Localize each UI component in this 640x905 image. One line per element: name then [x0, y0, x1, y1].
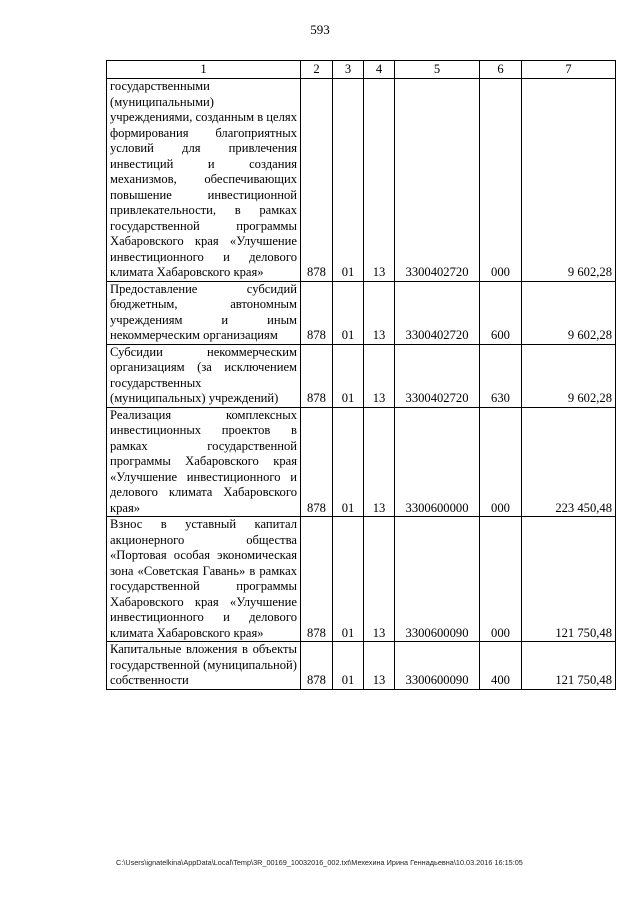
row-name: Субсидии некоммерческим организациям (за исключением государственных (муниципальных) учреждений): [107, 344, 301, 407]
row-subsection: 13: [364, 344, 395, 407]
row-target-article: 3300402720: [395, 79, 480, 282]
budget-table: [106, 60, 616, 690]
table-row: [107, 281, 616, 344]
col-header-3: 3: [333, 61, 364, 79]
table-row: [107, 407, 616, 517]
col-header-6: 6: [480, 61, 522, 79]
row-target-article: 3300402720: [395, 344, 480, 407]
table-row: [107, 344, 616, 407]
row-target-article: 3300600090: [395, 642, 480, 690]
col-header-7: 7: [522, 61, 616, 79]
row-section: 01: [333, 517, 364, 642]
row-amount: 9 602,28: [522, 281, 616, 344]
col-header-1: 1: [107, 61, 301, 79]
row-expense-type: 000: [480, 517, 522, 642]
row-expense-type: 600: [480, 281, 522, 344]
row-name: Взнос в уставный капитал акционерного общества «Портовая особая экономическая зона «Советская Гавань» в рамках государственной программы Хабаровского края «Улучшение инвестиционного и делового климата Хабаровского края»: [107, 517, 301, 642]
header-row: [107, 61, 616, 79]
row-ministry-code: 878: [301, 281, 333, 344]
row-section: 01: [333, 79, 364, 282]
row-section: 01: [333, 281, 364, 344]
row-amount: 121 750,48: [522, 642, 616, 690]
row-amount: 9 602,28: [522, 344, 616, 407]
row-amount: 223 450,48: [522, 407, 616, 517]
row-amount: 121 750,48: [522, 517, 616, 642]
row-ministry-code: 878: [301, 642, 333, 690]
table-row: [107, 642, 616, 690]
row-expense-type: 000: [480, 79, 522, 282]
row-subsection: 13: [364, 79, 395, 282]
col-header-4: 4: [364, 61, 395, 79]
page-number: 593: [310, 22, 330, 37]
row-ministry-code: 878: [301, 517, 333, 642]
row-section: 01: [333, 642, 364, 690]
table-row: [107, 79, 616, 282]
row-expense-type: 000: [480, 407, 522, 517]
row-section: 01: [333, 344, 364, 407]
row-target-article: 3300402720: [395, 281, 480, 344]
row-name: Предоставление субсидий бюджетным, автономным учреждениям и иным некоммерческим организациям: [107, 281, 301, 344]
row-ministry-code: 878: [301, 344, 333, 407]
row-section: 01: [333, 407, 364, 517]
row-subsection: 13: [364, 281, 395, 344]
row-expense-type: 630: [480, 344, 522, 407]
col-header-5: 5: [395, 61, 480, 79]
row-subsection: 13: [364, 517, 395, 642]
row-subsection: 13: [364, 642, 395, 690]
col-header-2: 2: [301, 61, 333, 79]
row-name: Реализация комплексных инвестиционных проектов в рамках государственной программы Хабаровского края «Улучшение инвестиционного и делового климата Хабаровского края»: [107, 407, 301, 517]
file-path-footer: C:\Users\ignatelkina\AppData\Local\Temp\3R_00169_10032016_002.txt\Мехехина Ирина Геннадьевна\10.03.2016 16:15:05: [116, 858, 523, 867]
row-target-article: 3300600090: [395, 517, 480, 642]
row-name: Капитальные вложения в объекты государственной (муниципальной) собственности: [107, 642, 301, 690]
row-expense-type: 400: [480, 642, 522, 690]
row-amount: 9 602,28: [522, 79, 616, 282]
row-subsection: 13: [364, 407, 395, 517]
row-ministry-code: 878: [301, 79, 333, 282]
row-ministry-code: 878: [301, 407, 333, 517]
table-row: [107, 517, 616, 642]
row-target-article: 3300600000: [395, 407, 480, 517]
row-name: государственными (муниципальными) учреждениями, созданным в целях формирования благоприятных условий для привлечения инвестиций и создания механизмов, обеспечивающих повышение инвестиционной привлекательности, в рамках государственной программы Хабаровского края «Улучшение инвестиционного и делового климата Хабаровского края»: [107, 79, 301, 282]
